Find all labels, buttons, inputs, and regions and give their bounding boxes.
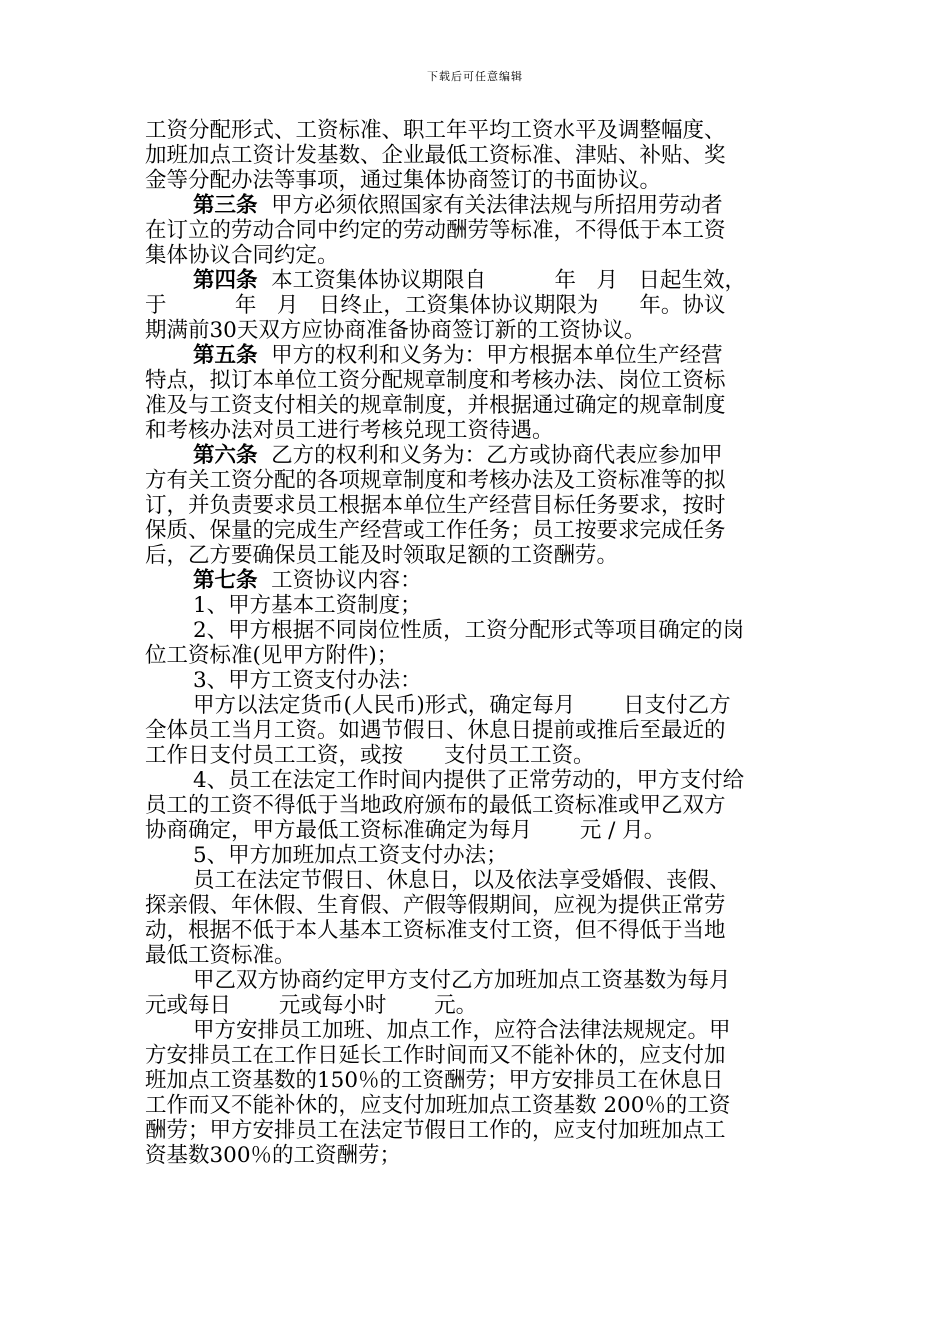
text-line [145,318,809,343]
line-text: 工资协议内容： [257,568,422,593]
text-line [145,168,809,193]
text-line [145,468,809,493]
page-header: 下载后可任意编辑 [427,70,523,83]
line-text: 特点，拟订本单位工资分配规章制度和考核办法、岗位工资标 [145,368,726,393]
article-heading: 第六条 [193,443,258,468]
line-text: 位工资标准(见甲方附件)； [145,643,399,668]
text-line [145,593,809,618]
text-line [145,818,809,843]
text-line [145,118,809,143]
text-line [145,843,809,868]
text-line [145,218,809,243]
line-text: 酬劳；甲方安排员工在法定节假日工作的，应支付加班加点工 [145,1118,726,1143]
text-line [145,1118,809,1143]
text-line [145,893,809,918]
text-line [145,968,809,993]
line-text: 班加点工资基数的150％的工资酬劳；甲方安排员工在休息日 [145,1068,724,1093]
text-line [145,568,809,593]
text-line [145,368,809,393]
text-line [145,143,809,168]
text-line [145,418,809,443]
article-heading: 第四条 [193,268,258,293]
line-text: 后，乙方要确保员工能及时领取足额的工资酬劳。 [145,543,619,568]
text-line [145,868,809,893]
text-line [145,768,809,793]
line-text: 1、甲方基本工资制度； [193,593,422,618]
line-text: 员工在法定节假日、休息日，以及依法享受婚假、丧假、 [193,868,731,893]
text-line [145,693,809,718]
text-line [145,918,809,943]
text-line [145,268,809,293]
text-line [145,518,809,543]
line-text: 2、甲方根据不同岗位性质，工资分配形式等项目确定的岗 [193,618,745,643]
line-text: 订，并负责要求员工根据本单位生产经营目标任务要求，按时 [145,493,726,518]
text-line [145,193,809,218]
line-text: 工资分配形式、工资标准、职工年平均工资水平及调整幅度、 [145,118,726,143]
text-line [145,343,809,368]
article-heading: 第七条 [193,568,258,593]
line-text: 协商确定，甲方最低工资标准确定为每月 元 / 月。 [145,818,666,843]
text-line [145,793,809,818]
line-text: 方安排员工在工作日延长工作时间而又不能补休的，应支付加 [145,1043,726,1068]
line-text: 最低工资标准。 [145,943,296,968]
line-text: 甲乙双方协商约定甲方支付乙方加班加点工资基数为每月 [193,968,731,993]
line-text: 于 年 月 日终止，工资集体协议期限为 年。协议 [145,293,726,318]
line-text: 资基数300％的工资酬劳； [145,1143,402,1168]
text-line [145,643,809,668]
text-line [145,668,809,693]
text-line [145,1043,809,1068]
line-text: 3、甲方工资支付办法： [193,668,422,693]
text-line [145,993,809,1018]
line-text: 甲方安排员工加班、加点工作，应符合法律法规规定。甲 [193,1018,731,1043]
text-line [145,1018,809,1043]
line-text: 5、甲方加班加点工资支付办法； [193,843,508,868]
line-text: 4、员工在法定工作时间内提供了正常劳动的，甲方支付给 [193,768,745,793]
text-line [145,1068,809,1093]
line-text: 准及与工资支付相关的规章制度，并根据通过确定的规章制度 [145,393,726,418]
article-heading: 第五条 [193,343,258,368]
line-text: 员工的工资不得低于当地政府颁布的最低工资标准或甲乙双方 [145,793,726,818]
document-body [145,118,809,1168]
line-text: 乙方的权利和义务为：乙方或协商代表应参加甲 [257,443,723,468]
text-line [145,493,809,518]
line-text: 期满前30天双方应协商准备协商签订新的工资协议。 [145,318,646,343]
line-text: 工作日支付员工工资，或按 支付员工工资。 [145,743,595,768]
line-text: 甲方以法定货币(人民币)形式，确定每月 日支付乙方 [193,693,731,718]
line-text: 全体员工当月工资。如遇节假日、休息日提前或推后至最近的 [145,718,726,743]
line-text: 在订立的劳动合同中约定的劳动酬劳等标准，不得低于本工资 [145,218,726,243]
line-text: 集体协议合同约定。 [145,243,339,268]
line-text: 方有关工资分配的各项规章制度和考核办法及工资标准等的拟 [145,468,726,493]
line-text: 保质、保量的完成生产经营或工作任务；员工按要求完成任务 [145,518,726,543]
line-text: 元或每日 元或每小时 元。 [145,993,478,1018]
line-text: 探亲假、年休假、生育假、产假等假期间，应视为提供正常劳 [145,893,726,918]
text-line [145,443,809,468]
line-text: 金等分配办法等事项，通过集体协商签订的书面协议。 [145,168,662,193]
text-line [145,1093,809,1118]
line-text: 工作而又不能补休的，应支付加班加点工资基数 200％的工资 [145,1093,731,1118]
text-line [145,393,809,418]
text-line [145,543,809,568]
line-text: 和考核办法对员工进行考核兑现工资待遇。 [145,418,554,443]
text-line [145,718,809,743]
text-line [145,1143,809,1168]
line-text: 加班加点工资计发基数、企业最低工资标准、津贴、补贴、奖 [145,143,726,168]
text-line [145,943,809,968]
text-line [145,743,809,768]
article-heading: 第三条 [193,193,258,218]
text-line [145,293,809,318]
text-line [145,243,809,268]
text-line [145,618,809,643]
line-text: 甲方的权利和义务为：甲方根据本单位生产经营 [257,343,723,368]
line-text: 甲方必须依照国家有关法律法规与所招用劳动者 [257,193,723,218]
line-text: 动，根据不低于本人基本工资标准支付工资，但不得低于当地 [145,918,726,943]
line-text: 本工资集体协议期限自 年 月 日起生效， [257,268,747,293]
